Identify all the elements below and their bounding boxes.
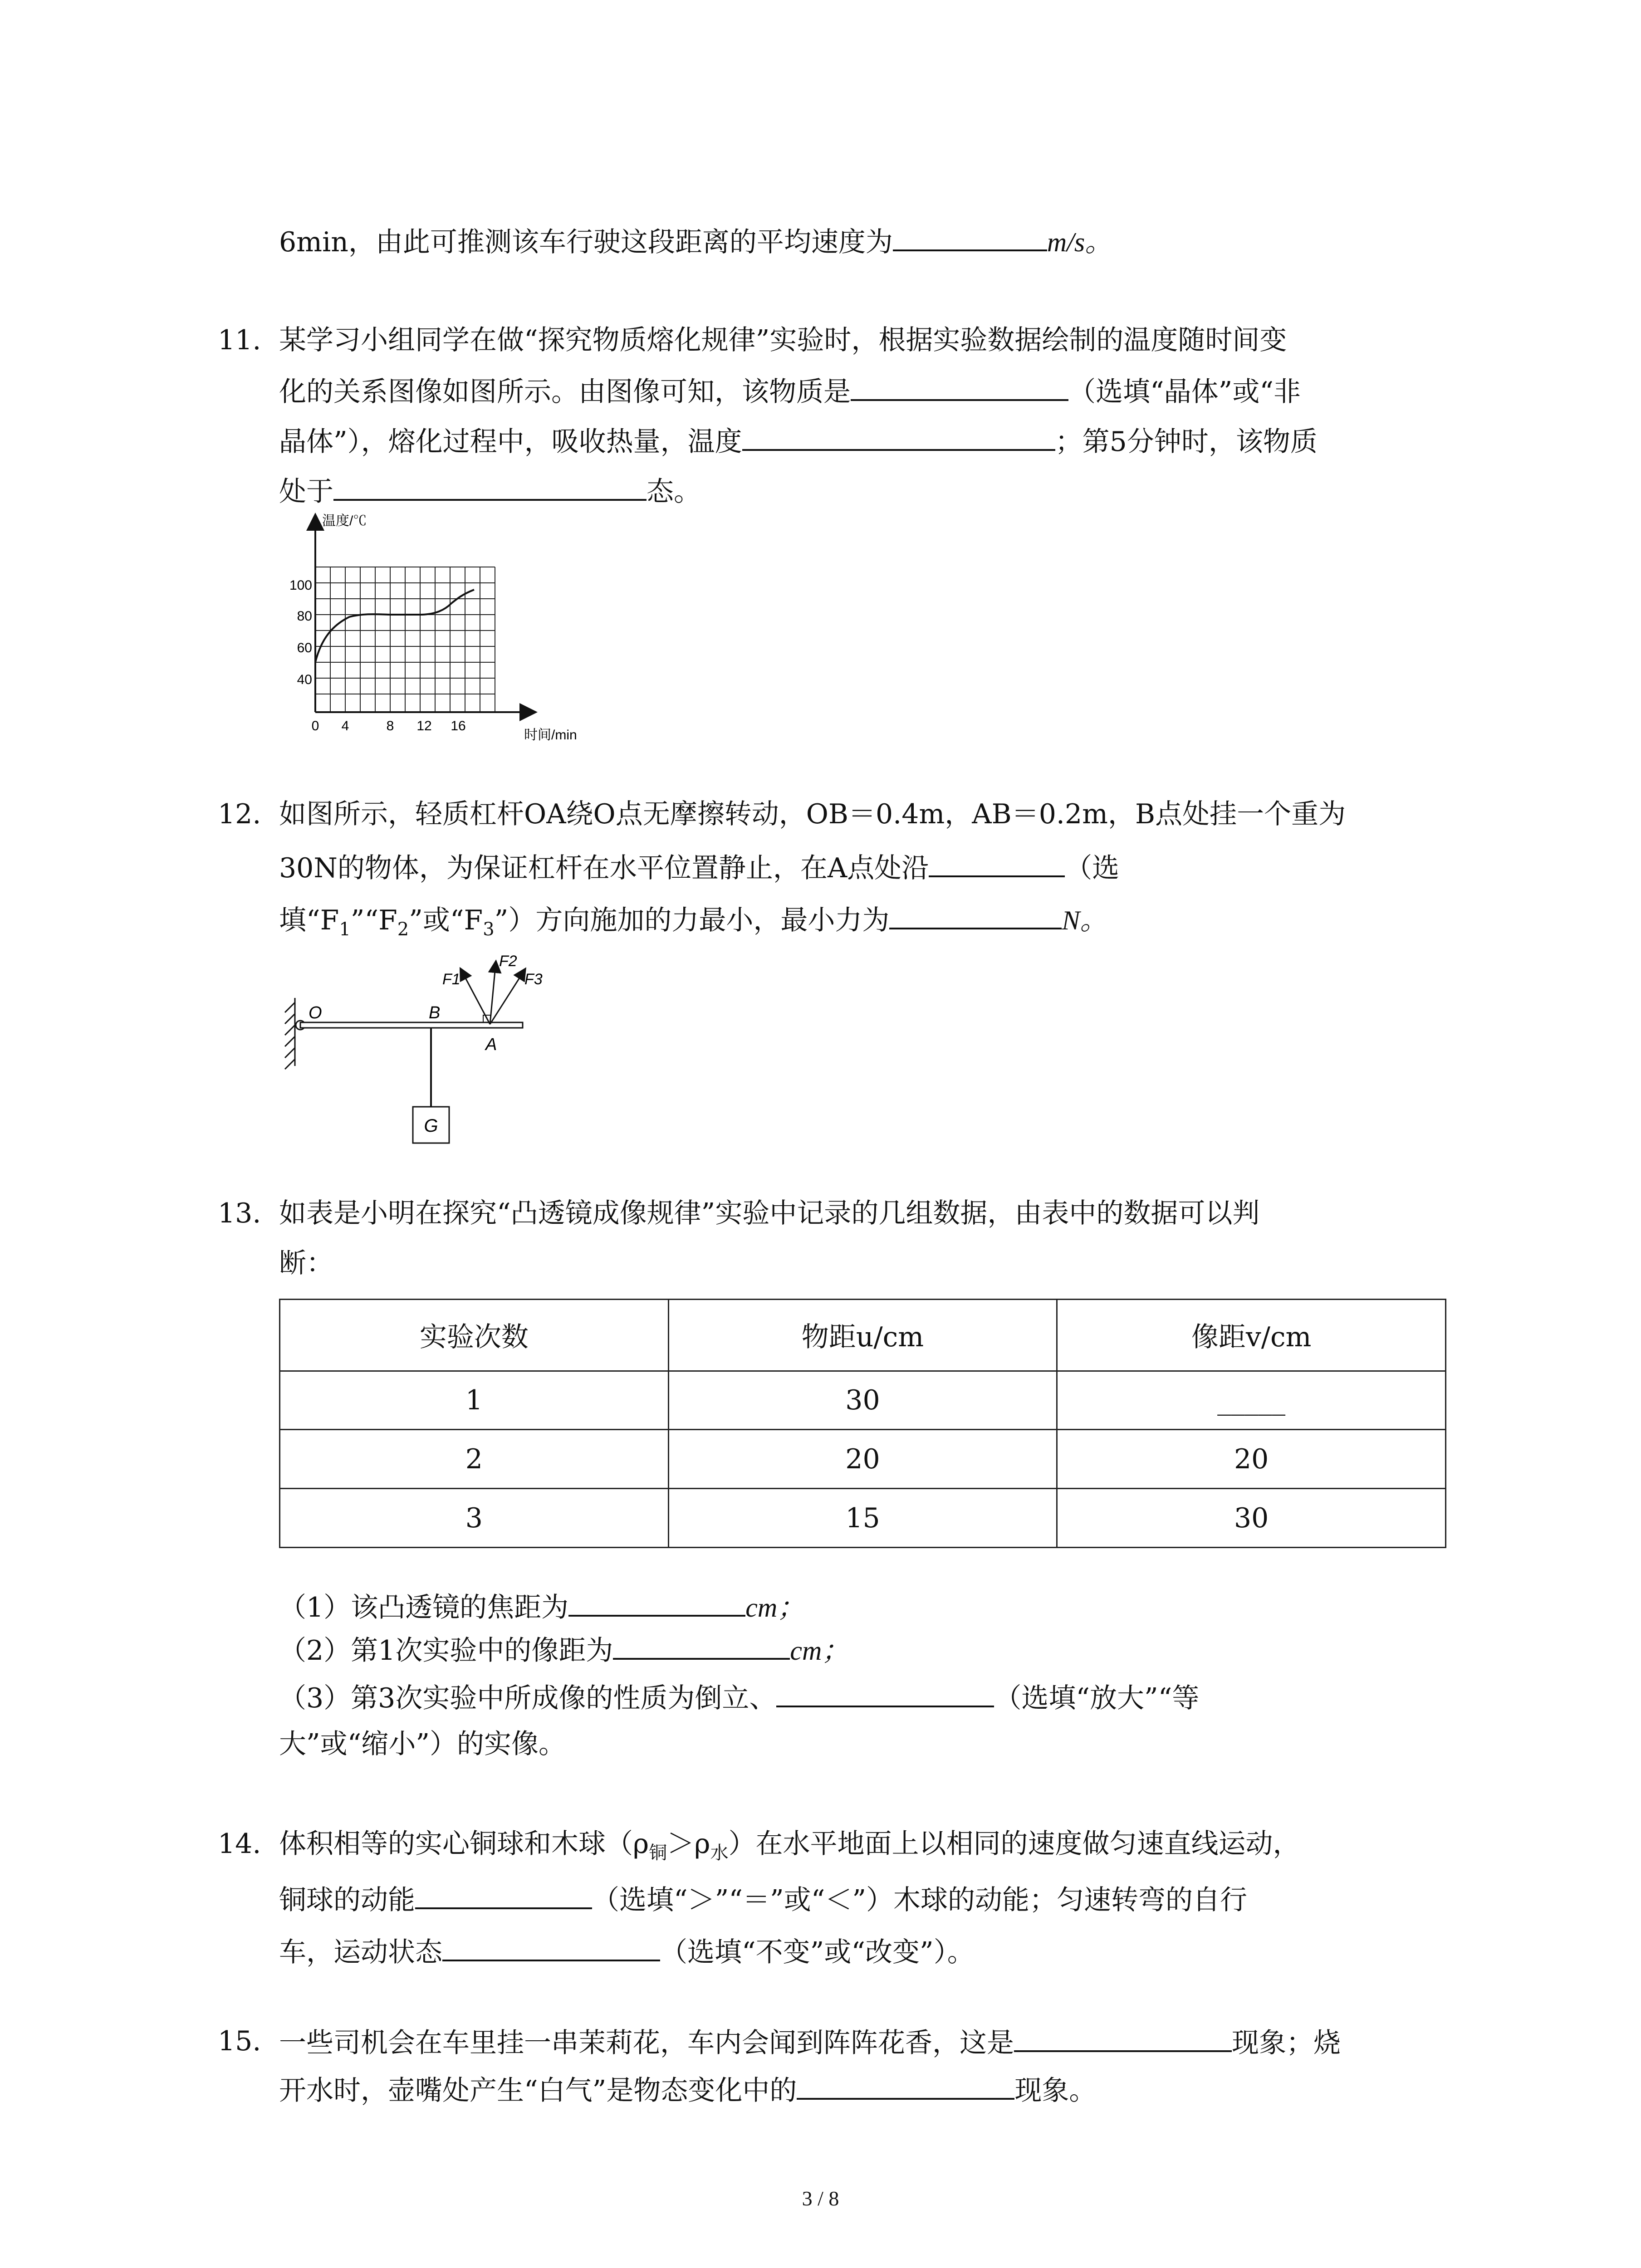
q14-line3: 车，运动状态 （选填“不变”或“改变”）。 bbox=[279, 1932, 975, 1970]
q11-blank-2[interactable] bbox=[742, 422, 1055, 451]
q15-line2: 开水时，壶嘴处产生“白气”是物态变化中的 现象。 bbox=[279, 2071, 1096, 2109]
table-cell: 3 bbox=[280, 1489, 669, 1548]
chart-grid bbox=[315, 567, 495, 712]
table-cell: 30 bbox=[668, 1371, 1057, 1430]
q15-blank-1[interactable] bbox=[1014, 2023, 1232, 2052]
q12-blank-2[interactable] bbox=[889, 900, 1062, 929]
table-row bbox=[280, 1371, 1446, 1430]
q13-sub2: （2）第1次实验中的像距为 cm； bbox=[279, 1631, 849, 1669]
q12-line1: 如图所示，轻质杠杆OA绕O点无摩擦转动，OB＝0.4m，AB＝0.2m，B点处挂一个重为 bbox=[279, 798, 1346, 830]
lever-figure bbox=[272, 948, 544, 1157]
force-f2 bbox=[490, 966, 495, 1024]
table-cell: 15 bbox=[668, 1489, 1057, 1548]
q13-sub3: （3）第3次实验中所成像的性质为倒立、 （选填“放大”“等 bbox=[279, 1678, 1199, 1716]
table-cell: 30 bbox=[1057, 1489, 1446, 1548]
table-cell-blank[interactable]: _____ bbox=[1057, 1371, 1446, 1430]
q11-number: 11. bbox=[218, 324, 261, 356]
table-header-row bbox=[280, 1300, 1446, 1371]
y-tick-100: 100 bbox=[289, 578, 312, 593]
q10-line: 6min，由此可推测该车行驶这段距离的平均速度为 m/s。 bbox=[279, 222, 1112, 260]
q12-line3: 填“$F_1”“F_2$”或“$F_3$”）方向施加的力最小，最小力为 N。 bbox=[279, 900, 1107, 948]
q13-blank-1[interactable] bbox=[568, 1588, 745, 1617]
page-number: 3 / 8 bbox=[802, 2187, 839, 2210]
q11-line3: 晶体”），熔化过程中，吸收热量，温度 ；第5分钟时，该物质 bbox=[279, 422, 1318, 460]
table-cell: 1 bbox=[280, 1371, 669, 1430]
label-a: A bbox=[485, 1035, 497, 1054]
q13-sub3-cont: 大”或“缩小”）的实像。 bbox=[279, 1728, 566, 1760]
label-f2: F2 bbox=[499, 953, 517, 970]
y-tick-80: 80 bbox=[297, 609, 312, 624]
q11-line4: 处于 态。 bbox=[279, 472, 701, 510]
label-o: O bbox=[309, 1003, 322, 1022]
q14-blank-2[interactable] bbox=[442, 1932, 660, 1961]
table-cell: 20 bbox=[668, 1430, 1057, 1489]
x-tick-8: 8 bbox=[386, 719, 394, 733]
weight-label: G bbox=[424, 1116, 438, 1136]
q14-blank-1[interactable] bbox=[415, 1880, 592, 1909]
table-header: 像距v/cm bbox=[1057, 1300, 1446, 1371]
y-axis-label: 温度/℃ bbox=[322, 513, 367, 528]
q15-line1: 一些司机会在车里挂一串茉莉花，车内会闻到阵阵花香，这是 现象；烧 bbox=[279, 2023, 1341, 2061]
q11-line2: 化的关系图像如图所示。由图像可知，该物质是 （选填“晶体”或“非 bbox=[279, 372, 1301, 410]
q15-blank-2[interactable] bbox=[797, 2071, 1014, 2100]
x-tick-12: 12 bbox=[416, 719, 432, 733]
force-f1 bbox=[463, 973, 490, 1024]
label-f1: F1 bbox=[442, 971, 460, 988]
table-cell: 20 bbox=[1057, 1430, 1446, 1489]
q14-line2: 铜球的动能 （选填“＞”“＝”或“＜”）木球的动能；匀速转弯的自行 bbox=[279, 1880, 1247, 1918]
q13-number: 13. bbox=[218, 1198, 261, 1229]
q12-number: 12. bbox=[218, 798, 261, 830]
q11-blank-3[interactable] bbox=[333, 472, 647, 501]
q11-line1: 某学习小组同学在做“探究物质熔化规律”实验时，根据实验数据绘制的温度随时间变 bbox=[279, 324, 1287, 356]
x-axis-label: 时间/min bbox=[524, 728, 577, 743]
q14-number: 14. bbox=[218, 1828, 261, 1860]
y-tick-40: 40 bbox=[297, 672, 312, 687]
x-tick-4: 4 bbox=[341, 719, 349, 733]
q12-line2: 30N的物体，为保证杠杆在水平位置静止，在A点处沿 （选 bbox=[279, 848, 1119, 886]
q13-blank-3[interactable] bbox=[776, 1678, 994, 1707]
q13-line1: 如表是小明在探究“凸透镜成像规律”实验中记录的几组数据，由表中的数据可以判 bbox=[279, 1198, 1260, 1229]
q14-line1: 体积相等的实心铜球和木球$(\rho_铜>\rho_水)$在水平地面上以相同的速度做匀速直线运动， bbox=[279, 1828, 1300, 1863]
q11-blank-1[interactable] bbox=[851, 372, 1068, 401]
x-tick-16: 16 bbox=[451, 719, 466, 733]
q15-number: 15. bbox=[218, 2025, 261, 2057]
x-tick-0: 0 bbox=[311, 719, 319, 733]
y-tick-60: 60 bbox=[297, 640, 312, 655]
table-row bbox=[280, 1430, 1446, 1489]
q12-blank-1[interactable] bbox=[929, 848, 1065, 877]
q13-sub1: （1）该凸透镜的焦距为 cm； bbox=[279, 1588, 804, 1626]
melting-chart bbox=[272, 513, 612, 748]
label-b: B bbox=[429, 1003, 441, 1022]
force-f3 bbox=[490, 973, 523, 1024]
wall-hatch bbox=[285, 998, 295, 1069]
table-header: 物距u/cm bbox=[668, 1300, 1057, 1371]
q13-blank-2[interactable] bbox=[613, 1631, 790, 1660]
table-header: 实验次数 bbox=[280, 1300, 669, 1371]
q13-line2: 断： bbox=[279, 1247, 333, 1279]
table-cell: 2 bbox=[280, 1430, 669, 1489]
table-row bbox=[280, 1489, 1446, 1548]
lens-data-table bbox=[279, 1299, 1446, 1548]
label-f3: F3 bbox=[524, 971, 543, 988]
q10-blank[interactable] bbox=[893, 222, 1047, 251]
